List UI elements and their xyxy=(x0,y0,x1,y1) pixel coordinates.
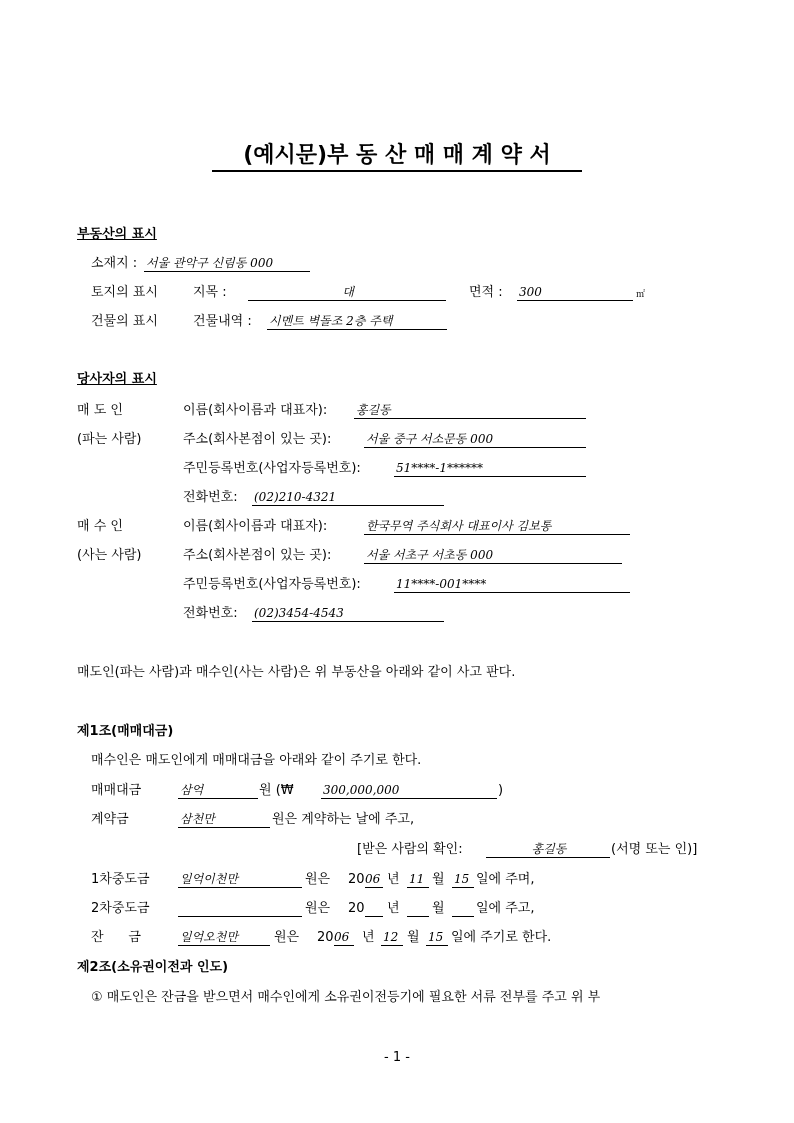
buyer-name-label: 이름(회사이름과 대표자): xyxy=(183,519,328,534)
mid2-day-field xyxy=(452,900,474,917)
balance-day-field xyxy=(426,929,448,946)
mid1-year-field xyxy=(365,871,383,888)
price-won-text: 원 (₩ xyxy=(259,783,294,798)
mid2-year-prefix: 20 xyxy=(348,901,365,916)
deposit-text: 원은 계약하는 날에 주고, xyxy=(272,812,415,827)
receipt-name-value: 홍길동 xyxy=(531,842,567,856)
mid2-year-unit: 년 xyxy=(387,901,400,916)
buyer-phone-value: (02)3454-4543 xyxy=(254,606,344,620)
price-close-paren: ) xyxy=(498,783,504,798)
buyer-name-value: 한국무역 주식회사 대표이사 김보통 xyxy=(366,519,552,533)
buyer-phone-field xyxy=(252,605,444,622)
balance-amount-field xyxy=(178,929,270,946)
category-label: 지목 : xyxy=(193,285,227,300)
receipt-close-text: (서명 또는 인)] xyxy=(611,842,698,857)
agreement-sentence: 매도인(파는 사람)과 매수인(사는 사람)은 위 부동산을 아래와 같이 사고 판다. xyxy=(77,665,516,680)
seller-id-label: 주민등록번호(사업자등록번호): xyxy=(183,461,361,476)
mid2-month-unit: 월 xyxy=(432,901,445,916)
balance-amount-value: 일억오천만 xyxy=(180,930,238,944)
mid1-month-field xyxy=(407,871,429,888)
mid2-label: 2차중도금 xyxy=(91,901,150,916)
mid1-text-a: 원은 xyxy=(305,872,331,887)
buyer-phone-label: 전화번호: xyxy=(183,606,238,621)
seller-address-field xyxy=(364,431,586,448)
parties-section-header: 당사자의 표시 xyxy=(77,372,157,387)
buyer-address-field xyxy=(364,547,622,564)
building-detail-label: 건물내역 : xyxy=(193,314,252,329)
area-unit: ㎡ xyxy=(636,290,646,300)
seller-sub-label: (파는 사람) xyxy=(77,432,142,447)
mid1-day-text: 일에 주며, xyxy=(476,872,535,887)
receipt-open-text: [받은 사람의 확인: xyxy=(357,842,463,857)
seller-name-field xyxy=(354,402,586,419)
mid2-month-field xyxy=(407,900,429,917)
mid1-label: 1차중도금 xyxy=(91,872,150,887)
location-label: 소재지 : xyxy=(91,256,138,271)
mid1-day-value: 15 xyxy=(454,872,470,886)
receipt-name-field xyxy=(486,841,610,858)
buyer-label: 매 수 인 xyxy=(77,519,123,534)
seller-phone-value: (02)210-4321 xyxy=(254,490,337,504)
balance-month-field xyxy=(381,929,403,946)
area-value: 300 xyxy=(519,285,542,299)
mid1-day-field xyxy=(452,871,474,888)
seller-phone-field xyxy=(252,489,444,506)
balance-label: 잔 금 xyxy=(91,930,141,945)
land-label: 토지의 표시 xyxy=(91,285,158,300)
mid1-amount-field xyxy=(178,871,302,888)
location-value: 서울 관악구 신림동 000 xyxy=(146,256,274,270)
seller-address-value: 서울 중구 서소문동 000 xyxy=(366,432,494,446)
price-korean-value: 삼억 xyxy=(180,783,204,797)
seller-name-value: 홍길동 xyxy=(356,403,391,417)
building-detail-value: 시멘트 벽돌조 2층 주택 xyxy=(269,314,393,328)
buyer-id-label: 주민등록번호(사업자등록번호): xyxy=(183,577,361,592)
balance-month-unit: 월 xyxy=(407,930,420,945)
category-field xyxy=(248,284,446,301)
price-number-field xyxy=(321,782,497,799)
mid2-day-text: 일에 주고, xyxy=(476,901,535,916)
area-field xyxy=(517,284,633,301)
buyer-sub-label: (사는 사람) xyxy=(77,548,142,563)
article1-header: 제1조(매매대금) xyxy=(77,724,174,739)
mid1-month-value: 11 xyxy=(409,872,425,886)
page-number: - 1 - xyxy=(384,1050,410,1065)
article2-clause1: ① 매도인은 잔금을 받으면서 매수인에게 소유권이전등기에 필요한 서류 전부를 주고 위 부 xyxy=(91,990,601,1005)
title-underline xyxy=(212,170,582,172)
price-label: 매매대금 xyxy=(91,783,142,798)
seller-address-label: 주소(회사본점이 있는 곳): xyxy=(183,432,332,447)
buyer-address-label: 주소(회사본점이 있는 곳): xyxy=(183,548,332,563)
article2-header: 제2조(소유권이전과 인도) xyxy=(77,960,229,975)
buyer-id-value: 11****-001**** xyxy=(396,577,487,591)
price-number-value: 300,000,000 xyxy=(323,783,400,797)
seller-id-field xyxy=(394,460,586,477)
area-label: 면적 : xyxy=(469,285,503,300)
location-field xyxy=(144,255,310,272)
mid1-year-prefix: 20 xyxy=(348,872,365,887)
balance-day-text: 일에 주기로 한다. xyxy=(451,930,552,945)
building-label: 건물의 표시 xyxy=(91,314,158,329)
balance-day-value: 15 xyxy=(428,930,444,944)
seller-phone-label: 전화번호: xyxy=(183,490,238,505)
mid1-amount-value: 일억이천만 xyxy=(180,872,238,886)
mid1-month-unit: 월 xyxy=(432,872,445,887)
category-value: 대 xyxy=(342,285,354,299)
balance-year-field xyxy=(334,929,354,946)
price-korean-field xyxy=(178,782,258,799)
balance-year-unit: 년 xyxy=(362,930,375,945)
document-title: (예시문)부 동 산 매 매 계 약 서 xyxy=(243,143,551,168)
buyer-address-value: 서울 서초구 서초동 000 xyxy=(366,548,494,562)
building-detail-field xyxy=(267,313,447,330)
balance-text-a: 원은 xyxy=(274,930,300,945)
mid2-year-field xyxy=(365,900,383,917)
buyer-id-field xyxy=(394,576,630,593)
mid2-text-a: 원은 xyxy=(305,901,331,916)
property-section-header: 부동산의 표시 xyxy=(77,227,157,242)
balance-month-value: 12 xyxy=(383,930,399,944)
seller-label: 매 도 인 xyxy=(77,403,123,418)
deposit-field xyxy=(178,811,270,828)
buyer-name-field xyxy=(364,518,630,535)
seller-name-label: 이름(회사이름과 대표자): xyxy=(183,403,328,418)
deposit-value: 삼천만 xyxy=(180,812,215,826)
balance-year-prefix: 20 xyxy=(317,930,334,945)
mid1-year-value: 06 xyxy=(365,872,381,886)
seller-id-value: 51****-1****** xyxy=(396,461,483,475)
balance-year-value: 06 xyxy=(334,930,350,944)
mid1-year-unit: 년 xyxy=(387,872,400,887)
article1-intro: 매수인은 매도인에게 매매대금을 아래와 같이 주기로 한다. xyxy=(91,753,422,768)
mid2-amount-field xyxy=(178,900,302,917)
deposit-label: 계약금 xyxy=(91,812,129,827)
